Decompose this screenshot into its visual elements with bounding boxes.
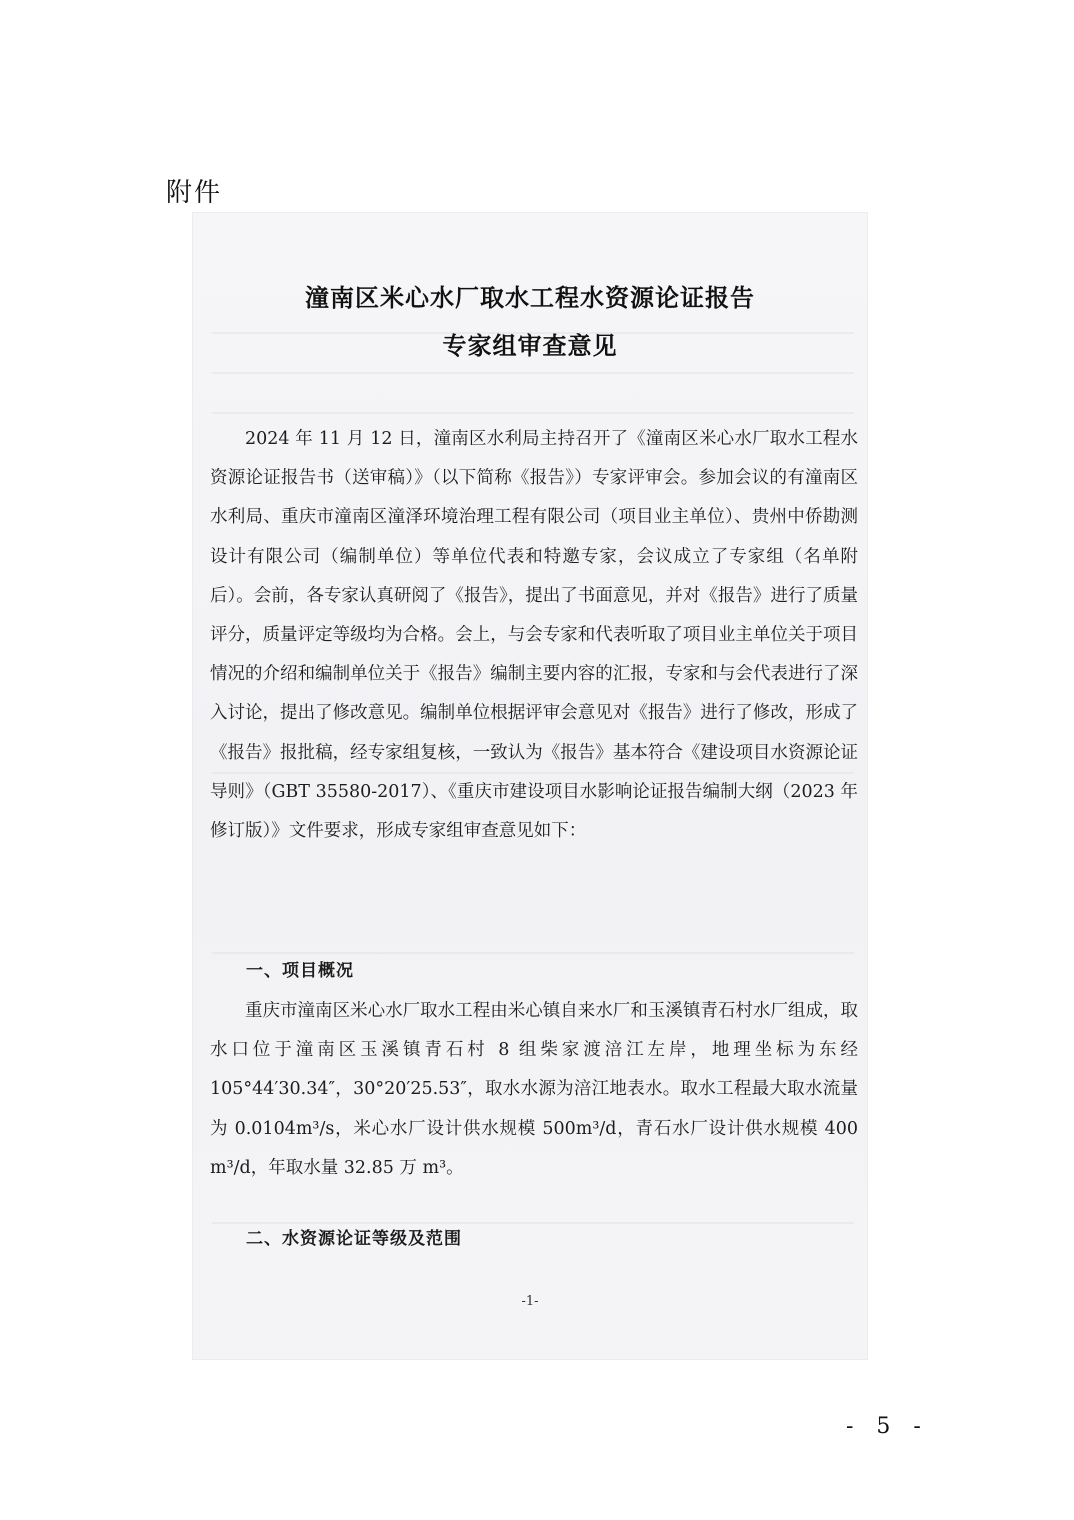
attachment-label: 附件 — [166, 178, 223, 208]
inner-page-number: -1- — [521, 1294, 539, 1309]
document-title: 潼南区米心水厂取水工程水资源论证报告 — [305, 283, 755, 312]
bleed-through-line — [212, 952, 854, 954]
overview-paragraph: 重庆市潼南区米心水厂取水工程由米心镇自来水厂和玉溪镇青石村水厂组成，取水口位于潼南区玉溪镇青石村 8 组柴家渡涪江左岸，地理坐标为东经 105°44′30.34″，30°20′25.53″，取水水源为涪江地表水。取水工程最大取水流量为 0.0104m³/s，米心水厂设计供水规模 500m³/d，青石水厂设计供水规模 400 m³/d，年取水量 32.85 万 m³。 — [210, 1001, 858, 1178]
intro-paragraph: 2024 年 11 月 12 日，潼南区水利局主持召开了《潼南区米心水厂取水工程水资源论证报告书（送审稿）》（以下简称《报告》）专家评审会。参加会议的有潼南区水利局、重庆市潼南区潼泽环境治理工程有限公司（项目业主单位）、贵州中侨勘测设计有限公司（编制单位）等单位代表和特邀专家，会议成立了专家组（名单附后）。会前，各专家认真研阅了《报告》，提出了书面意见，并对《报告》进行了质量评分，质量评定等级均为合格。会上，与会专家和代表听取了项目业主单位关于项目情况的介绍和编制单位关于《报告》编制主要内容的汇报，专家和与会代表进行了深入讨论，提出了修改意见。编制单位根据评审会意见对《报告》进行了修改，形成了《报告》报批稿，经专家组复核，一致认为《报告》基本符合《建设项目水资源论证导则》（GBT 35580-2017）、《重庆市建设项目水影响论证报告编制大纲（2023 年修订版）》文件要求，形成专家组审查意见如下： — [210, 429, 858, 842]
bleed-through-line — [212, 372, 854, 374]
section-heading-overview: 一、项目概况 — [246, 961, 354, 981]
bleed-through-line — [212, 412, 854, 414]
scanned-document — [192, 212, 868, 1360]
page-number: - 5 - — [846, 1414, 929, 1439]
section-heading-grade-scope: 二、水资源论证等级及范围 — [246, 1229, 462, 1249]
document-subtitle: 专家组审查意见 — [442, 331, 618, 360]
